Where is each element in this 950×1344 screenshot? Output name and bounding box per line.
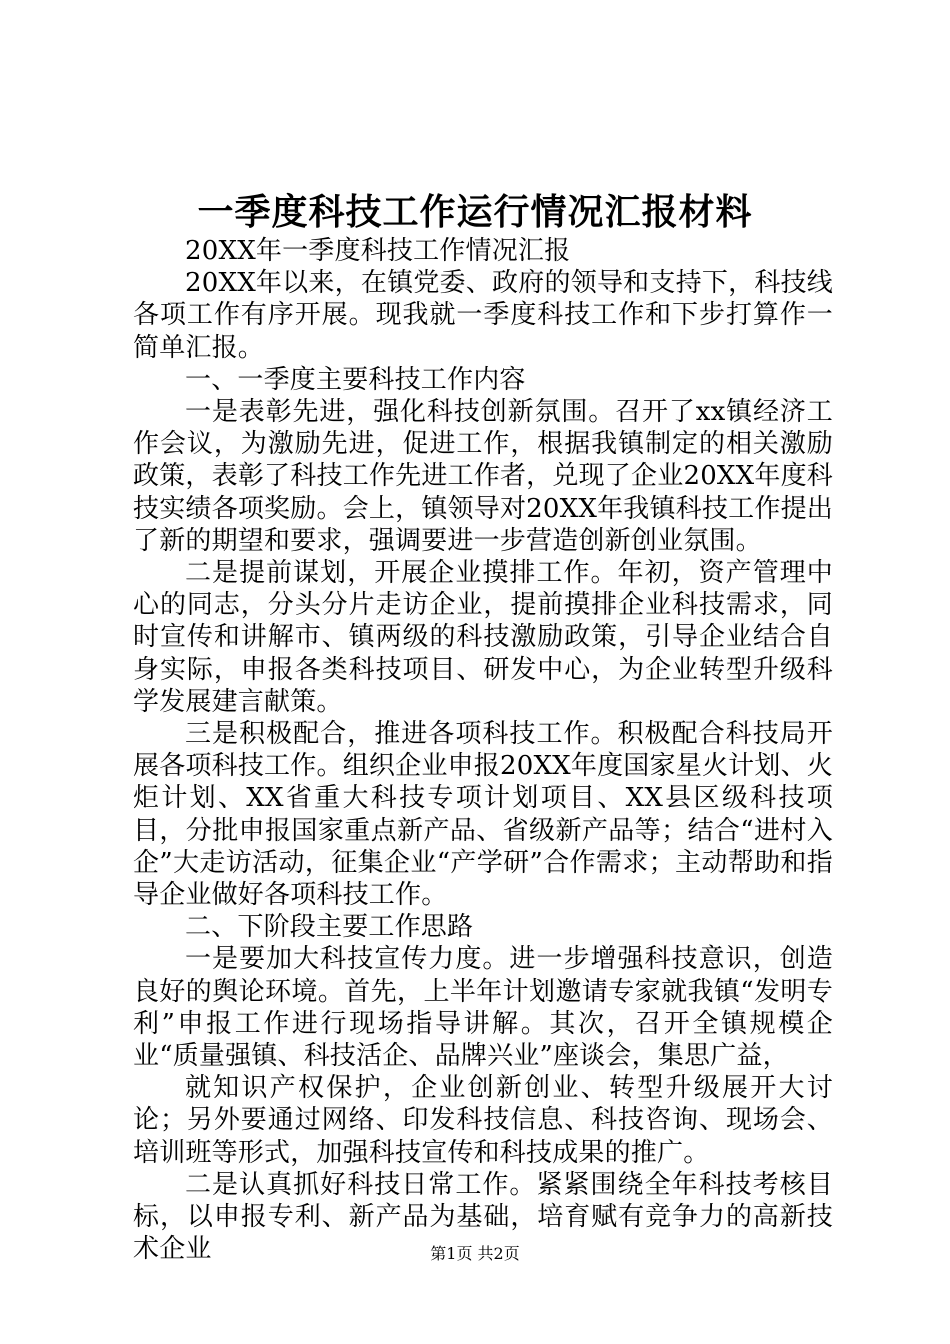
paragraph-plan-2: 二是认真抓好科技日常工作。紧紧围绕全年科技考核目标，以申报专利、新产品为基础，培育赋有竞争力的高新技术企业 bbox=[133, 1169, 833, 1265]
paragraph-subtitle: 20XX年一季度科技工作情况汇报 bbox=[185, 236, 571, 266]
paragraph-plan-1-cont: 就知识产权保护，企业创新创业、转型升级展开大讨论；另外要通过网络、印发科技信息、科技咨询、现场会、培训班等形式，加强科技宣传和科技成果的推广。 bbox=[133, 1073, 833, 1168]
document-body bbox=[133, 235, 833, 1266]
paragraph-item-1: 一是表彰先进，强化科技创新氛围。召开了xx镇经济工作会议，为激励先进，促进工作，根据我镇制定的相关激励政策，表彰了科技工作先进工作者，兑现了企业20XX年度科技实绩各项奖励。会上，镇领导对20XX年我镇科技工作提出了新的期望和要求，强调要进一步营造创新创业氛围。 bbox=[133, 397, 833, 556]
paragraph-intro: 20XX年以来，在镇党委、政府的领导和支持下，科技线各项工作有序开展。现我就一季度科技工作和下步打算作一简单汇报。 bbox=[133, 268, 833, 363]
page-number: 第1页 共2页 bbox=[430, 1244, 520, 1263]
paragraph-item-2: 二是提前谋划，开展企业摸排工作。年初，资产管理中心的同志，分头分片走访企业，提前摸排企业科技需求，同时宣传和讲解市、镇两级的科技激励政策，引导企业结合自身实际，申报各类科技项目、研发中心，为企业转型升级科学发展建言献策。 bbox=[133, 558, 833, 717]
paragraph-item-3: 三是积极配合，推进各项科技工作。积极配合科技局开展各项科技工作。组织企业申报20XX年度国家星火计划、火炬计划、XX省重大科技专项计划项目、XX县区级科技项目，分批申报国家重点新产品、省级新产品等；结合“进村入企”大走访活动，征集企业“产学研”合作需求；主动帮助和指导企业做好各项科技工作。 bbox=[133, 719, 833, 911]
document-title: 一季度科技工作运行情况汇报材料 bbox=[197, 191, 753, 233]
section-heading-1: 一、一季度主要科技工作内容 bbox=[185, 364, 526, 395]
paragraph-plan-1: 一是要加大科技宣传力度。进一步增强科技意识，创造良好的舆论环境。首先，上半年计划邀请专家就我镇“发明专利”申报工作进行现场指导讲解。其次，召开全镇规模企业“质量强镇、科技活企、品牌兴业”座谈会，集思广益， bbox=[133, 944, 833, 1072]
section-heading-2: 二、下阶段主要工作思路 bbox=[185, 912, 474, 943]
